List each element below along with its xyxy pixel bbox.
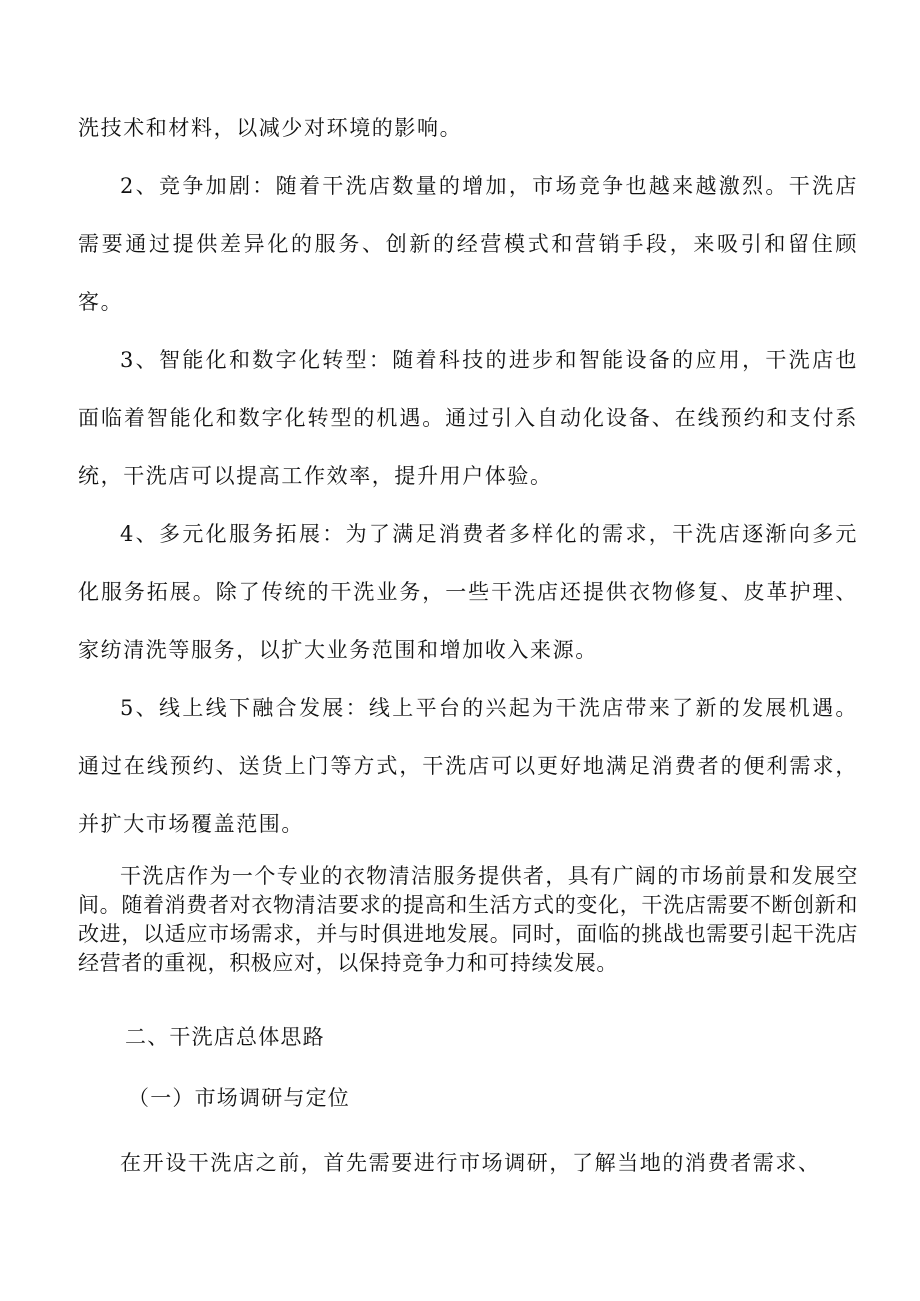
paragraph-digital-transformation: 3、智能化和数字化转型：随着科技的进步和智能设备的应用，干洗店也面临着智能化和数字化转型的机遇。通过引入自动化设备、在线预约和支付系统，干洗店可以提高工作效率，提升用户体验。	[78, 348, 858, 488]
subsection-heading: （一）市场调研与定位	[128, 1086, 350, 1110]
paragraph-service-diversification: 4、多元化服务拓展：为了满足消费者多样化的需求，干洗店逐渐向多元化服务拓展。除了传统的干洗业务，一些干洗店还提供衣物修复、皮革护理、家纺清洗等服务，以扩大业务范围和增加收入来源。	[78, 522, 858, 662]
paragraph-continuation: 洗技术和材料，以减少对环境的影响。	[78, 116, 463, 140]
section-heading: 二、干洗店总体思路	[125, 1025, 325, 1049]
paragraph-online-offline: 5、线上线下融合发展：线上平台的兴起为干洗店带来了新的发展机遇。通过在线预约、送货上门等方式，干洗店可以更好地满足消费者的便利需求，并扩大市场覆盖范围。	[78, 696, 858, 836]
paragraph-summary: 干洗店作为一个专业的衣物清洁服务提供者，具有广阔的市场前景和发展空间。随着消费者对衣物清洁要求的提高和生活方式的变化，干洗店需要不断创新和改进，以适应市场需求，并与时俱进地发展。同时，面临的挑战也需要引起干洗店经营者的重视，积极应对，以保持竞争力和可持续发展。	[78, 864, 858, 975]
paragraph-market-research: 在开设干洗店之前，首先需要进行市场调研，了解当地的消费者需求、	[120, 1151, 821, 1175]
paragraph-competition: 2、竞争加剧：随着干洗店数量的增加，市场竞争也越来越激烈。干洗店需要通过提供差异化的服务、创新的经营模式和营销手段，来吸引和留住顾客。	[78, 174, 858, 314]
